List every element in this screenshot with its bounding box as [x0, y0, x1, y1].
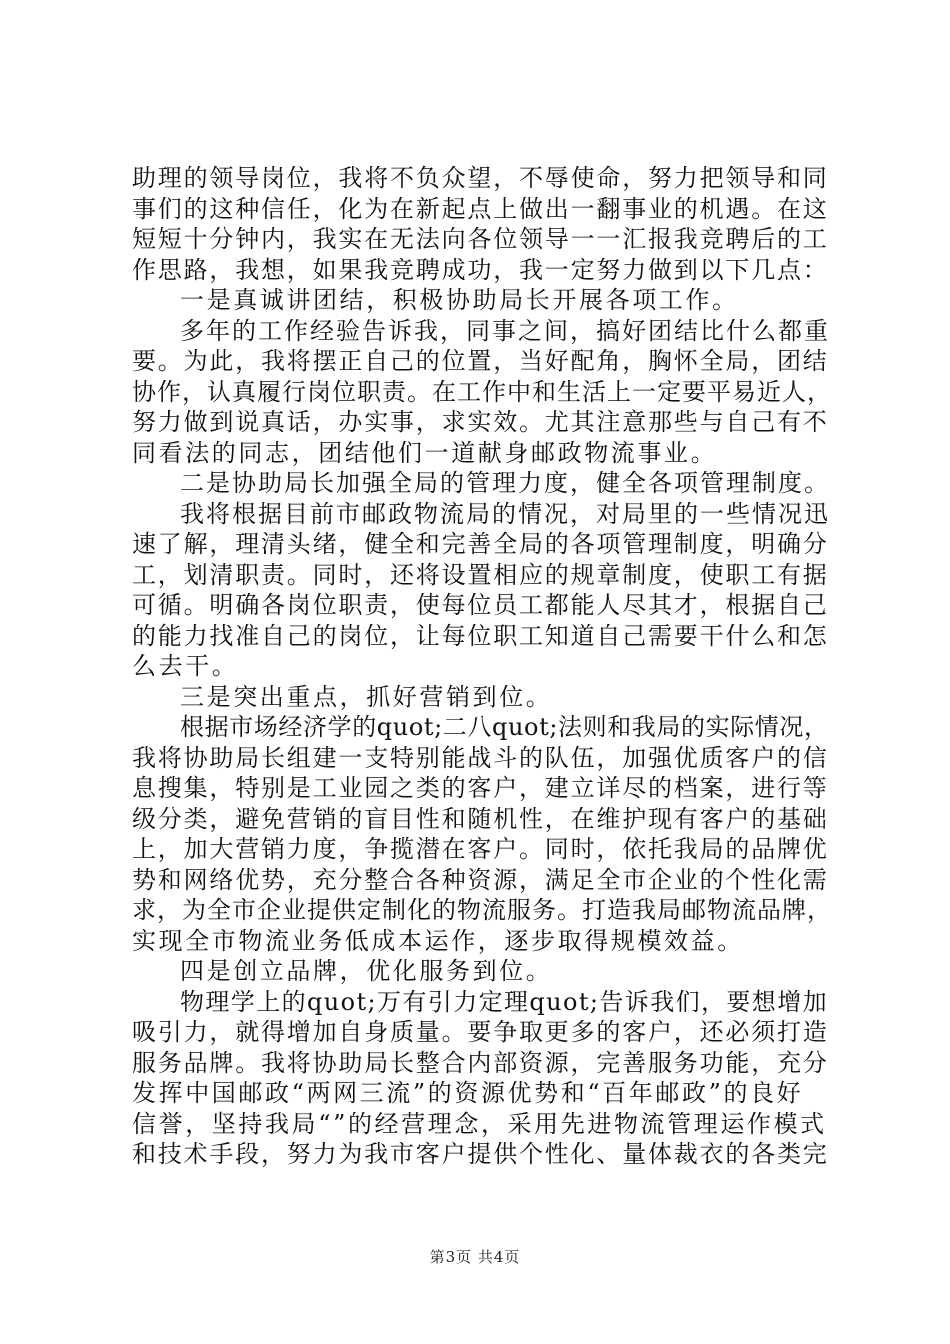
text-line: 努力做到说真话，办实事，求实效。尤其注意那些与自己有不 — [132, 408, 829, 436]
text-line: 协作，认真履行岗位职责。在工作中和生活上一定要平易近人， — [132, 377, 832, 406]
paragraph-first-line: 物理学上的quot;万有引力定理quot;告诉我们，要想增加 — [180, 987, 828, 1016]
text-line: 助理的领导岗位，我将不负众望，不辱使命，努力把领导和同 — [132, 164, 829, 192]
text-line: 信誉，坚持我局“”的经营理念，采用先进物流管理运作模式 — [132, 1109, 827, 1138]
text-line: 工，划清职责。同时，还将设置相应的规章制度，使职工有据 — [132, 560, 829, 589]
text-line: 的能力找准自己的岗位，让每位职工知道自己需要干什么和怎 — [132, 621, 829, 650]
text-line: 事们的这种信任，化为在新起点上做出一翻事业的机遇。在这 — [132, 194, 829, 223]
text-line: 同看法的同志，团结他们一道献身邮政物流事业。 — [132, 438, 718, 467]
paragraph-first-line: 四是创立品牌，优化服务到位。 — [180, 957, 553, 985]
paragraph-first-line: 我将根据目前市邮政物流局的情况，对局里的一些情况迅 — [180, 499, 830, 528]
text-line: 和技术手段，努力为我市客户提供个性化、量体裁衣的各类完 — [132, 1140, 829, 1168]
paragraph-first-line: 二是协助局长加强全局的管理力度，健全各项管理制度。 — [180, 469, 830, 497]
text-line: 势和网络优势，充分整合各种资源，满足全市企业的个性化需 — [132, 865, 829, 894]
text-line: 吸引力，就得增加自身质量。要争取更多的客户，还必须打造 — [132, 1018, 829, 1046]
text-line: 发挥中国邮政“两网三流”的资源优势和“百年邮政”的良好 — [132, 1079, 804, 1107]
page-footer: 第3页 共4页 — [429, 1248, 521, 1266]
paragraph-first-line: 根据市场经济学的quot;二八quot;法则和我局的实际情况， — [180, 713, 829, 741]
document-body — [132, 163, 832, 1170]
text-line: 实现全市物流业务低成本运作，逐步取得规模效益。 — [132, 926, 744, 955]
text-line: 我将协助局长组建一支特别能战斗的队伍，加强优质客户的信 — [132, 743, 829, 772]
text-line: 服务品牌。我将协助局长整合内部资源，完善服务功能，充分 — [132, 1048, 829, 1077]
text-line: 息搜集，特别是工业园之类的客户，建立详尽的档案，进行等 — [132, 774, 829, 802]
text-line: 短短十分钟内，我实在无法向各位领导一一汇报我竞聘后的工 — [132, 225, 829, 253]
paragraph-first-line: 一是真诚讲团结，积极协助局长开展各项工作。 — [180, 286, 739, 314]
text-line: 级分类，避免营销的盲目性和随机性，在维护现有客户的基础 — [132, 804, 829, 833]
paragraph-first-line: 多年的工作经验告诉我，同事之间，搞好团结比什么都重 — [180, 316, 830, 345]
text-line: 速了解，理清头绪，健全和完善全局的各项管理制度，明确分 — [132, 530, 829, 558]
paragraph-first-line: 三是突出重点，抓好营销到位。 — [180, 682, 553, 711]
text-line: 上，加大营销力度，争揽潜在客户。同时，依托我局的品牌优 — [132, 835, 829, 863]
text-line: 要。为此，我将摆正自己的位置，当好配角，胸怀全局，团结 — [132, 347, 829, 375]
text-line: 么去干。 — [132, 652, 239, 680]
text-line: 可循。明确各岗位职责，使每位员工都能人尽其才，根据自己 — [132, 591, 829, 619]
text-line: 作思路，我想，如果我竞聘成功，我一定努力做到以下几点： — [132, 255, 829, 284]
text-line: 求，为全市企业提供定制化的物流服务。打造我局邮物流品牌， — [132, 896, 832, 924]
